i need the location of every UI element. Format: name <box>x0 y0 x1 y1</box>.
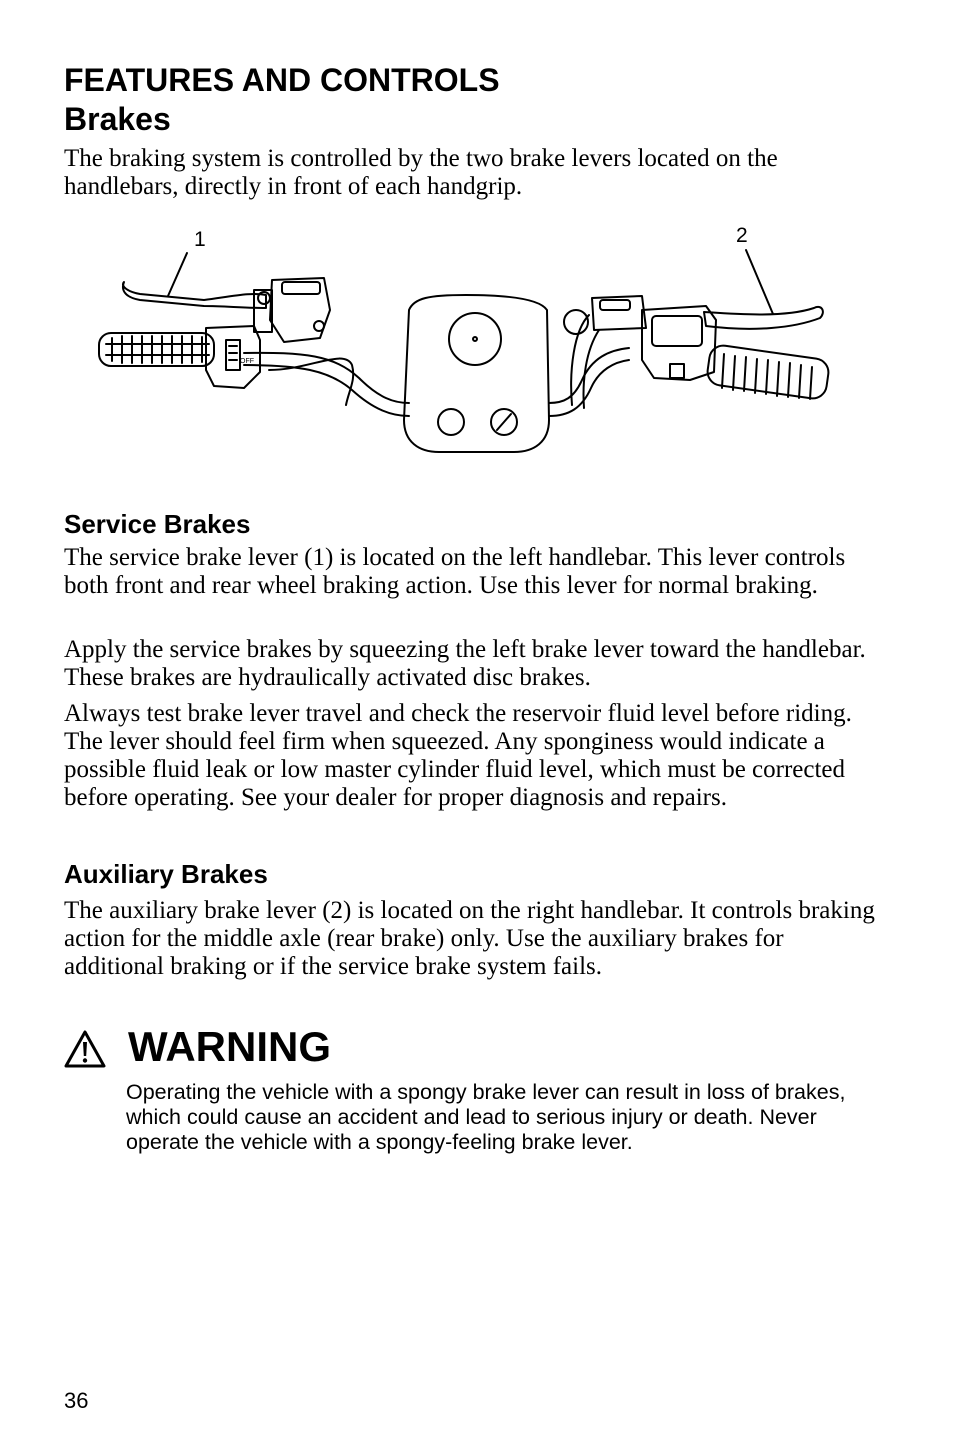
auxiliary-brake-lever <box>704 307 823 329</box>
left-bar-tube-lower <box>244 365 409 416</box>
chapter-title: FEATURES AND CONTROLS <box>64 62 500 98</box>
right-master-cylinder <box>564 296 646 334</box>
left-master-cylinder <box>254 278 330 342</box>
callout-1-leader <box>168 253 187 296</box>
callout-2-leader <box>746 250 773 314</box>
service-brakes-paragraph-2: Apply the service brakes by squeezing the left brake lever toward the handlebar. These brakes are hydraulically activated disc brakes. <box>64 636 866 691</box>
section-title: Brakes <box>64 101 171 137</box>
auxiliary-brakes-heading: Auxiliary Brakes <box>64 859 268 889</box>
service-brakes-paragraph-3: Always test brake lever travel and check the reservoir fluid level before riding. The lever should feel firm when squeezed. Any sponginess would indicate a possible fluid leak or low master cylinder fluid level, which must be corrected before operating. See your dealer for proper diagnosis and repairs. <box>64 700 852 811</box>
handlebar-drawing <box>94 220 839 460</box>
service-brake-lever <box>123 282 266 308</box>
auxiliary-brakes-paragraph: The auxiliary brake lever (2) is located on the right handlebar. It controls braking action for the middle axle (rear brake) only. Use the auxiliary brakes for additional braking or if the service brake system fails. <box>64 897 875 980</box>
callout-label-2: 2 <box>736 224 748 247</box>
service-brakes-heading: Service Brakes <box>64 509 251 539</box>
right-bar-tube-upper <box>549 348 629 403</box>
service-brakes-paragraph-1: The service brake lever (1) is located on the left handlebar. This lever controls both front and rear wheel braking action. Use this lever for normal braking. <box>64 544 846 599</box>
left-handgrip <box>99 333 214 366</box>
intro-paragraph: The braking system is controlled by the two brake levers located on the handlebars, directly in front of each handgrip. <box>64 145 778 200</box>
right-handgrip <box>706 344 830 400</box>
center-instrument-pod <box>404 295 549 452</box>
warning-triangle-icon <box>64 1030 106 1068</box>
callout-label-1: 1 <box>194 228 206 251</box>
warning-title: WARNING <box>128 1023 331 1070</box>
handlebar-illustration <box>94 220 839 460</box>
switch-off-label: OFF <box>240 358 254 365</box>
page-number: 36 <box>64 1388 89 1413</box>
warning-text: Operating the vehicle with a spongy brake lever can result in loss of brakes, which could cause an accident and lead to serious injury or death. Never operate the vehicle with a spongy-feeling brake lever. <box>126 1080 846 1154</box>
